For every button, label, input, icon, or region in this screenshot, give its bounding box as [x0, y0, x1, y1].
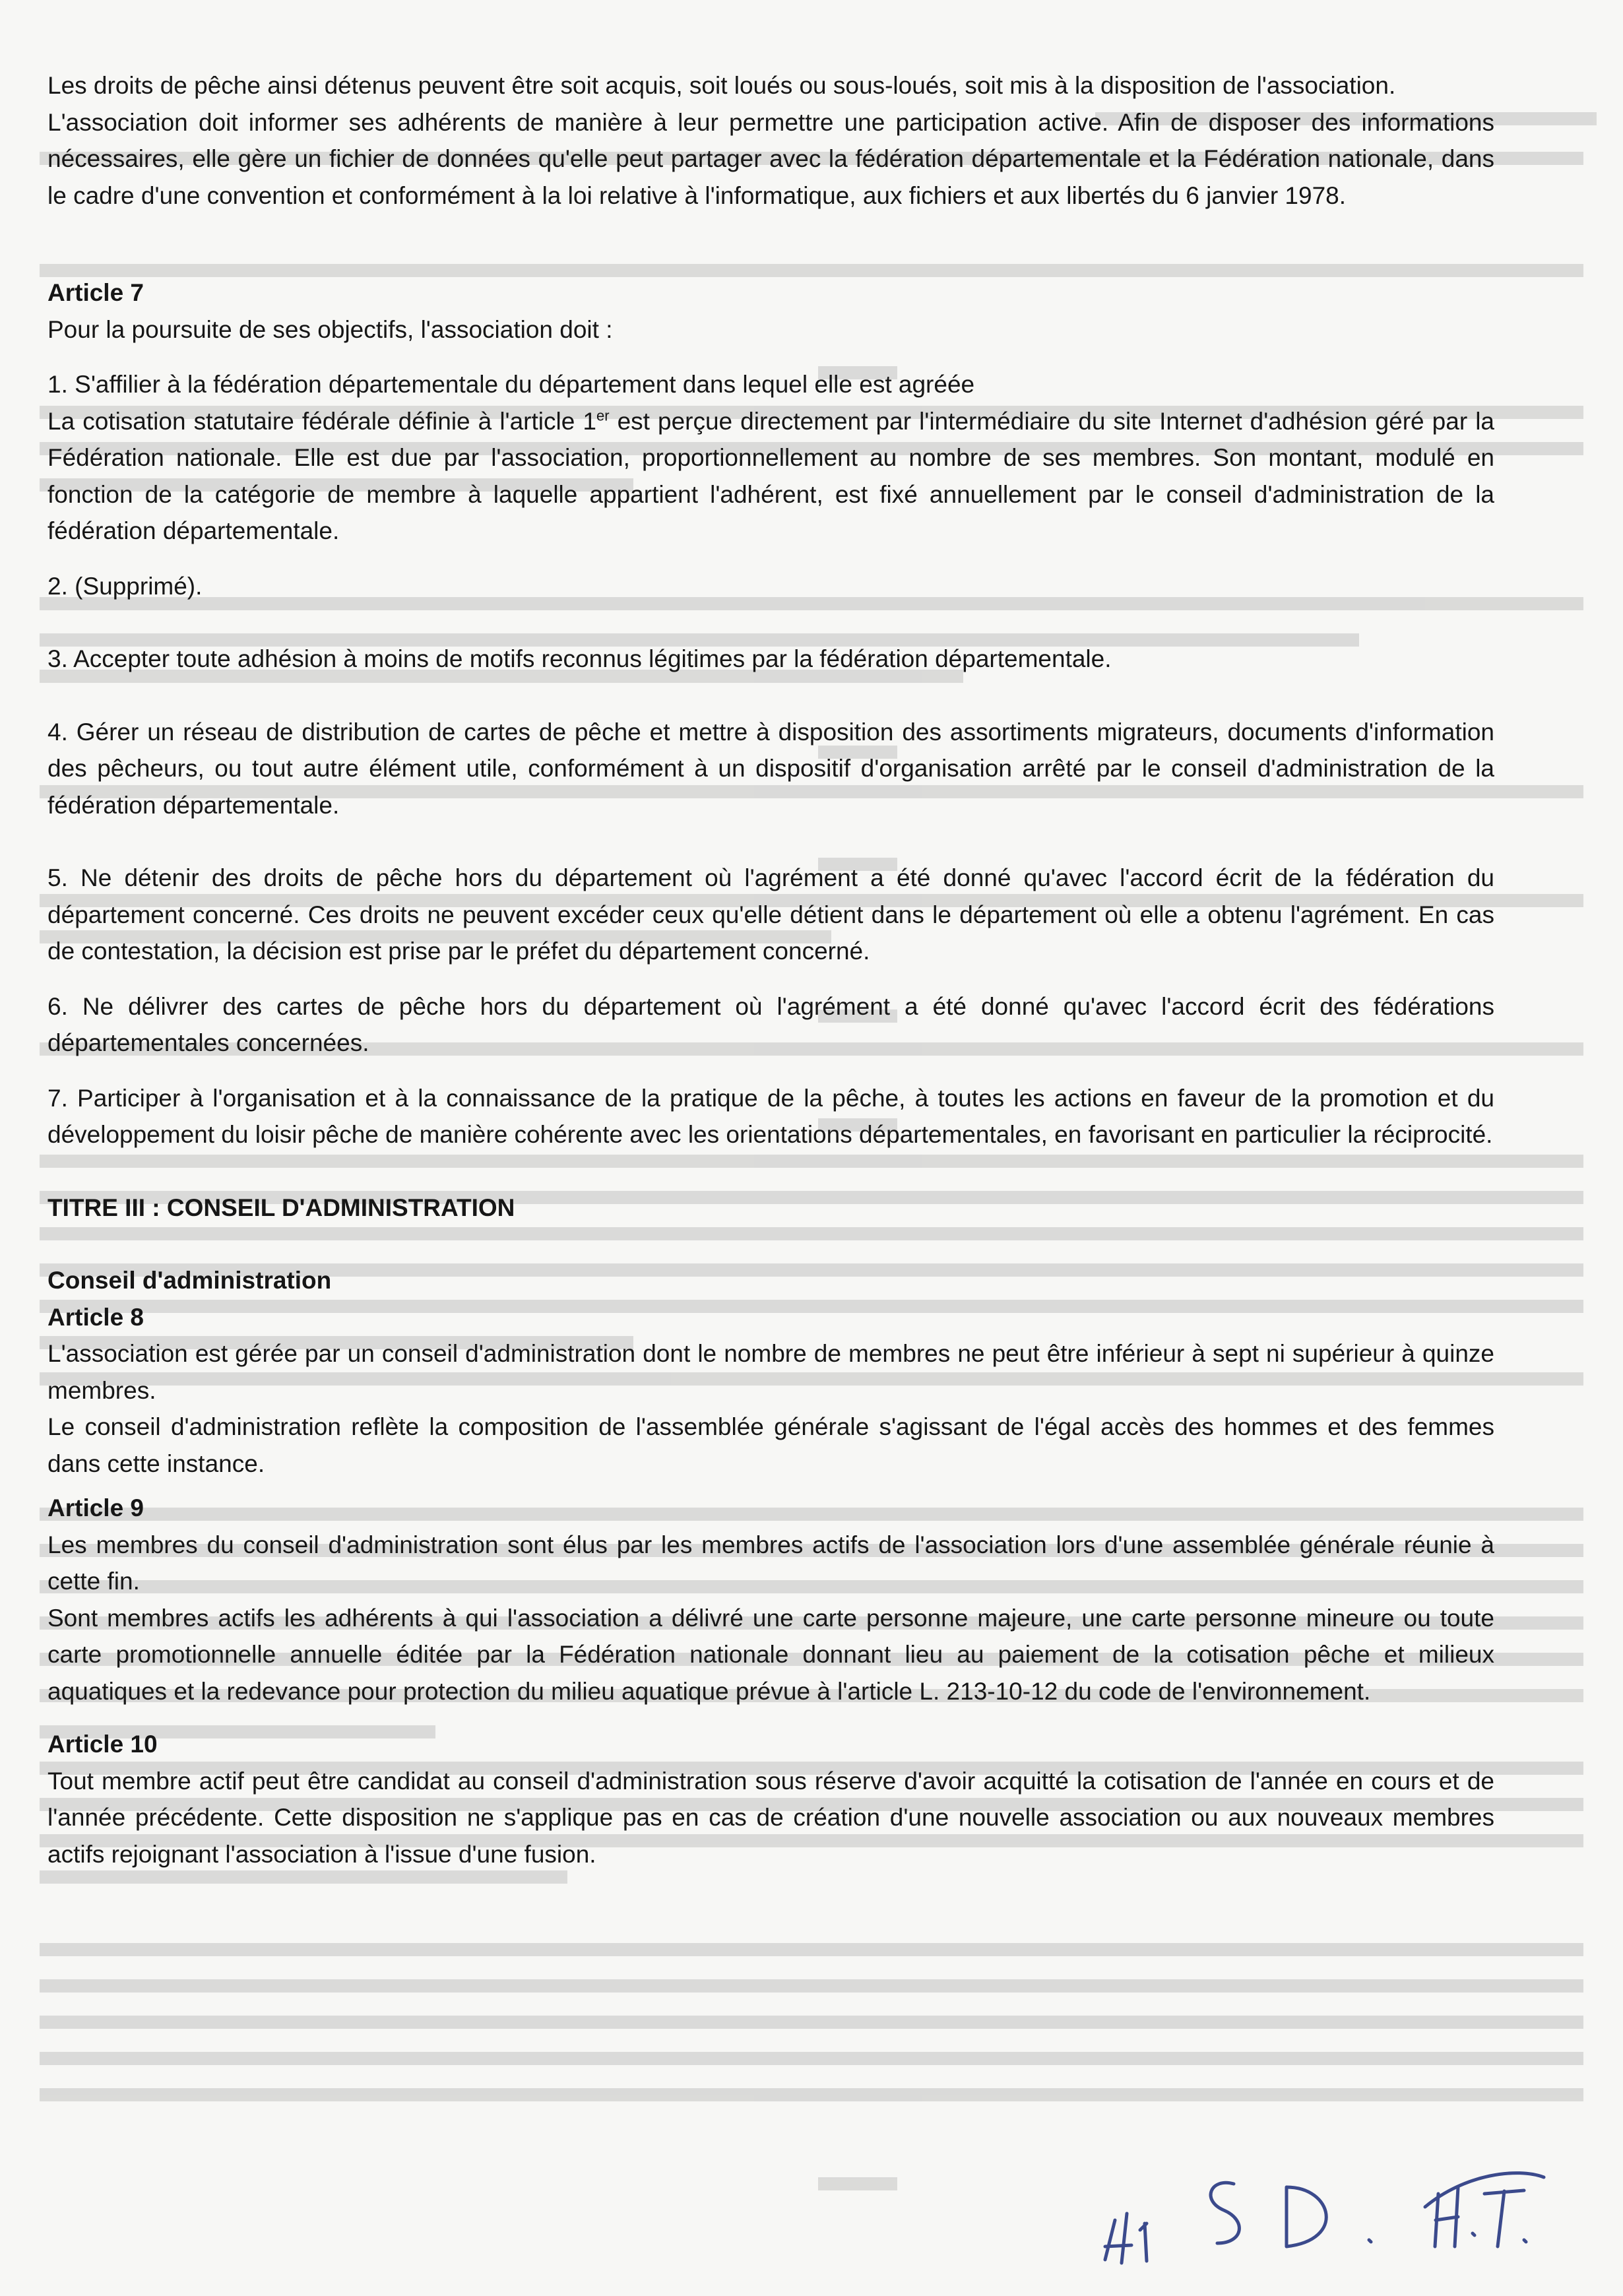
list-item: 4. Gérer un réseau de distribution de cartes de pêche et mettre à disposition des assortiments migrateurs, documents d'information des pêcheurs, ou tout autre élément utile, conformément à un dispositif d'organisation arrêté par le conseil d'administration de la fédération départementale.	[48, 718, 1494, 819]
handwritten-initials	[1069, 2148, 1570, 2280]
paragraph: Les droits de pêche ainsi détenus peuvent être soit acquis, soit loués ou sous-loués, soit mis à la disposition de l'association.	[48, 72, 1396, 99]
list-item: 6. Ne délivrer des cartes de pêche hors du département où l'agrément a été donné qu'avec l'accord écrit des fédérations départementales concernées.	[48, 992, 1494, 1056]
paragraph: L'association est gérée par un conseil d'administration dont le nombre de membres ne peut être inférieur à sept ni supérieur à quinze membres.	[48, 1340, 1494, 1404]
list-item: 1. S'affilier à la fédération départementale du département dans lequel elle est agréée	[48, 371, 975, 398]
article-7-heading: Article 7	[48, 279, 144, 306]
list-item: La cotisation statutaire fédérale définie à l'article 1er est perçue directement par l'intermédiaire du site Internet d'adhésion géré par la Fédération nationale. Elle est due par l'association, proportionnellement au nombre de ses membres. Son montant, modulé en fonction de la catégorie de membre à laquelle appartient l'adhérent, est fixé annuellement par le conseil d'administration de la fédération départementale.	[48, 407, 1494, 544]
paragraph: Le conseil d'administration reflète la composition de l'assemblée générale s'agissant de l'égal accès des hommes et des femmes dans cette instance.	[48, 1413, 1494, 1477]
section-subtitle: Conseil d'administration	[48, 1267, 332, 1294]
paragraph: L'association doit informer ses adhérents de manière à leur permettre une participation active. Afin de disposer des informations nécessaires, elle gère un fichier de données qu'elle peut partager avec la fédération départementale et la Fédération nationale, dans le cadre d'une convention et conformément à la loi relative à l'informatique, aux fichiers et aux libertés du 6 janvier 1978.	[48, 108, 1494, 209]
article-8-heading: Article 8	[48, 1303, 144, 1331]
list-item: 3. Accepter toute adhésion à moins de motifs reconnus légitimes par la fédération départementale.	[48, 645, 1112, 672]
list-item: 7. Participer à l'organisation et à la connaissance de la pratique de la pêche, à toutes les actions en faveur de la promotion et du développement du loisir pêche de manière cohérente avec les orientations départementales, en favorisant en particulier la réciprocité.	[48, 1084, 1494, 1148]
titre-3-heading: TITRE III : CONSEIL D'ADMINISTRATION	[48, 1194, 515, 1221]
paragraph: Sont membres actifs les adhérents à qui l'association a délivré une carte personne majeure, une carte personne mineure ou toute carte promotionnelle annuelle éditée par la Fédération nationale donnant lieu au paiement de la cotisation pêche et milieux aquatiques et la redevance pour protection du milieu aquatique prévue à l'article L. 213-10-12 du code de l'environnement.	[48, 1604, 1494, 1705]
list-item: 2. (Supprimé).	[48, 572, 203, 600]
document-body	[48, 67, 1494, 1872]
paragraph: Les membres du conseil d'administration sont élus par les membres actifs de l'association lors d'une assemblée générale réunie à cette fin.	[48, 1531, 1494, 1595]
article-9-heading: Article 9	[48, 1494, 144, 1521]
paragraph: Pour la poursuite de ses objectifs, l'association doit :	[48, 315, 613, 343]
article-10-heading: Article 10	[48, 1731, 158, 1758]
paragraph: Tout membre actif peut être candidat au conseil d'administration sous réserve d'avoir acquitté la cotisation de l'année en cours et de l'année précédente. Cette disposition ne s'applique pas en cas de création d'une nouvelle association ou aux nouveaux membres actifs rejoignant l'association à l'issue d'une fusion.	[48, 1767, 1494, 1868]
list-item: 5. Ne détenir des droits de pêche hors du département où l'agrément a été donné qu'avec l'accord écrit de la fédération du département concerné. Ces droits ne peuvent excéder ceux qu'elle détient dans le département où elle a obtenu l'agrément. En cas de contestation, la décision est prise par le préfet du département concerné.	[48, 864, 1494, 965]
